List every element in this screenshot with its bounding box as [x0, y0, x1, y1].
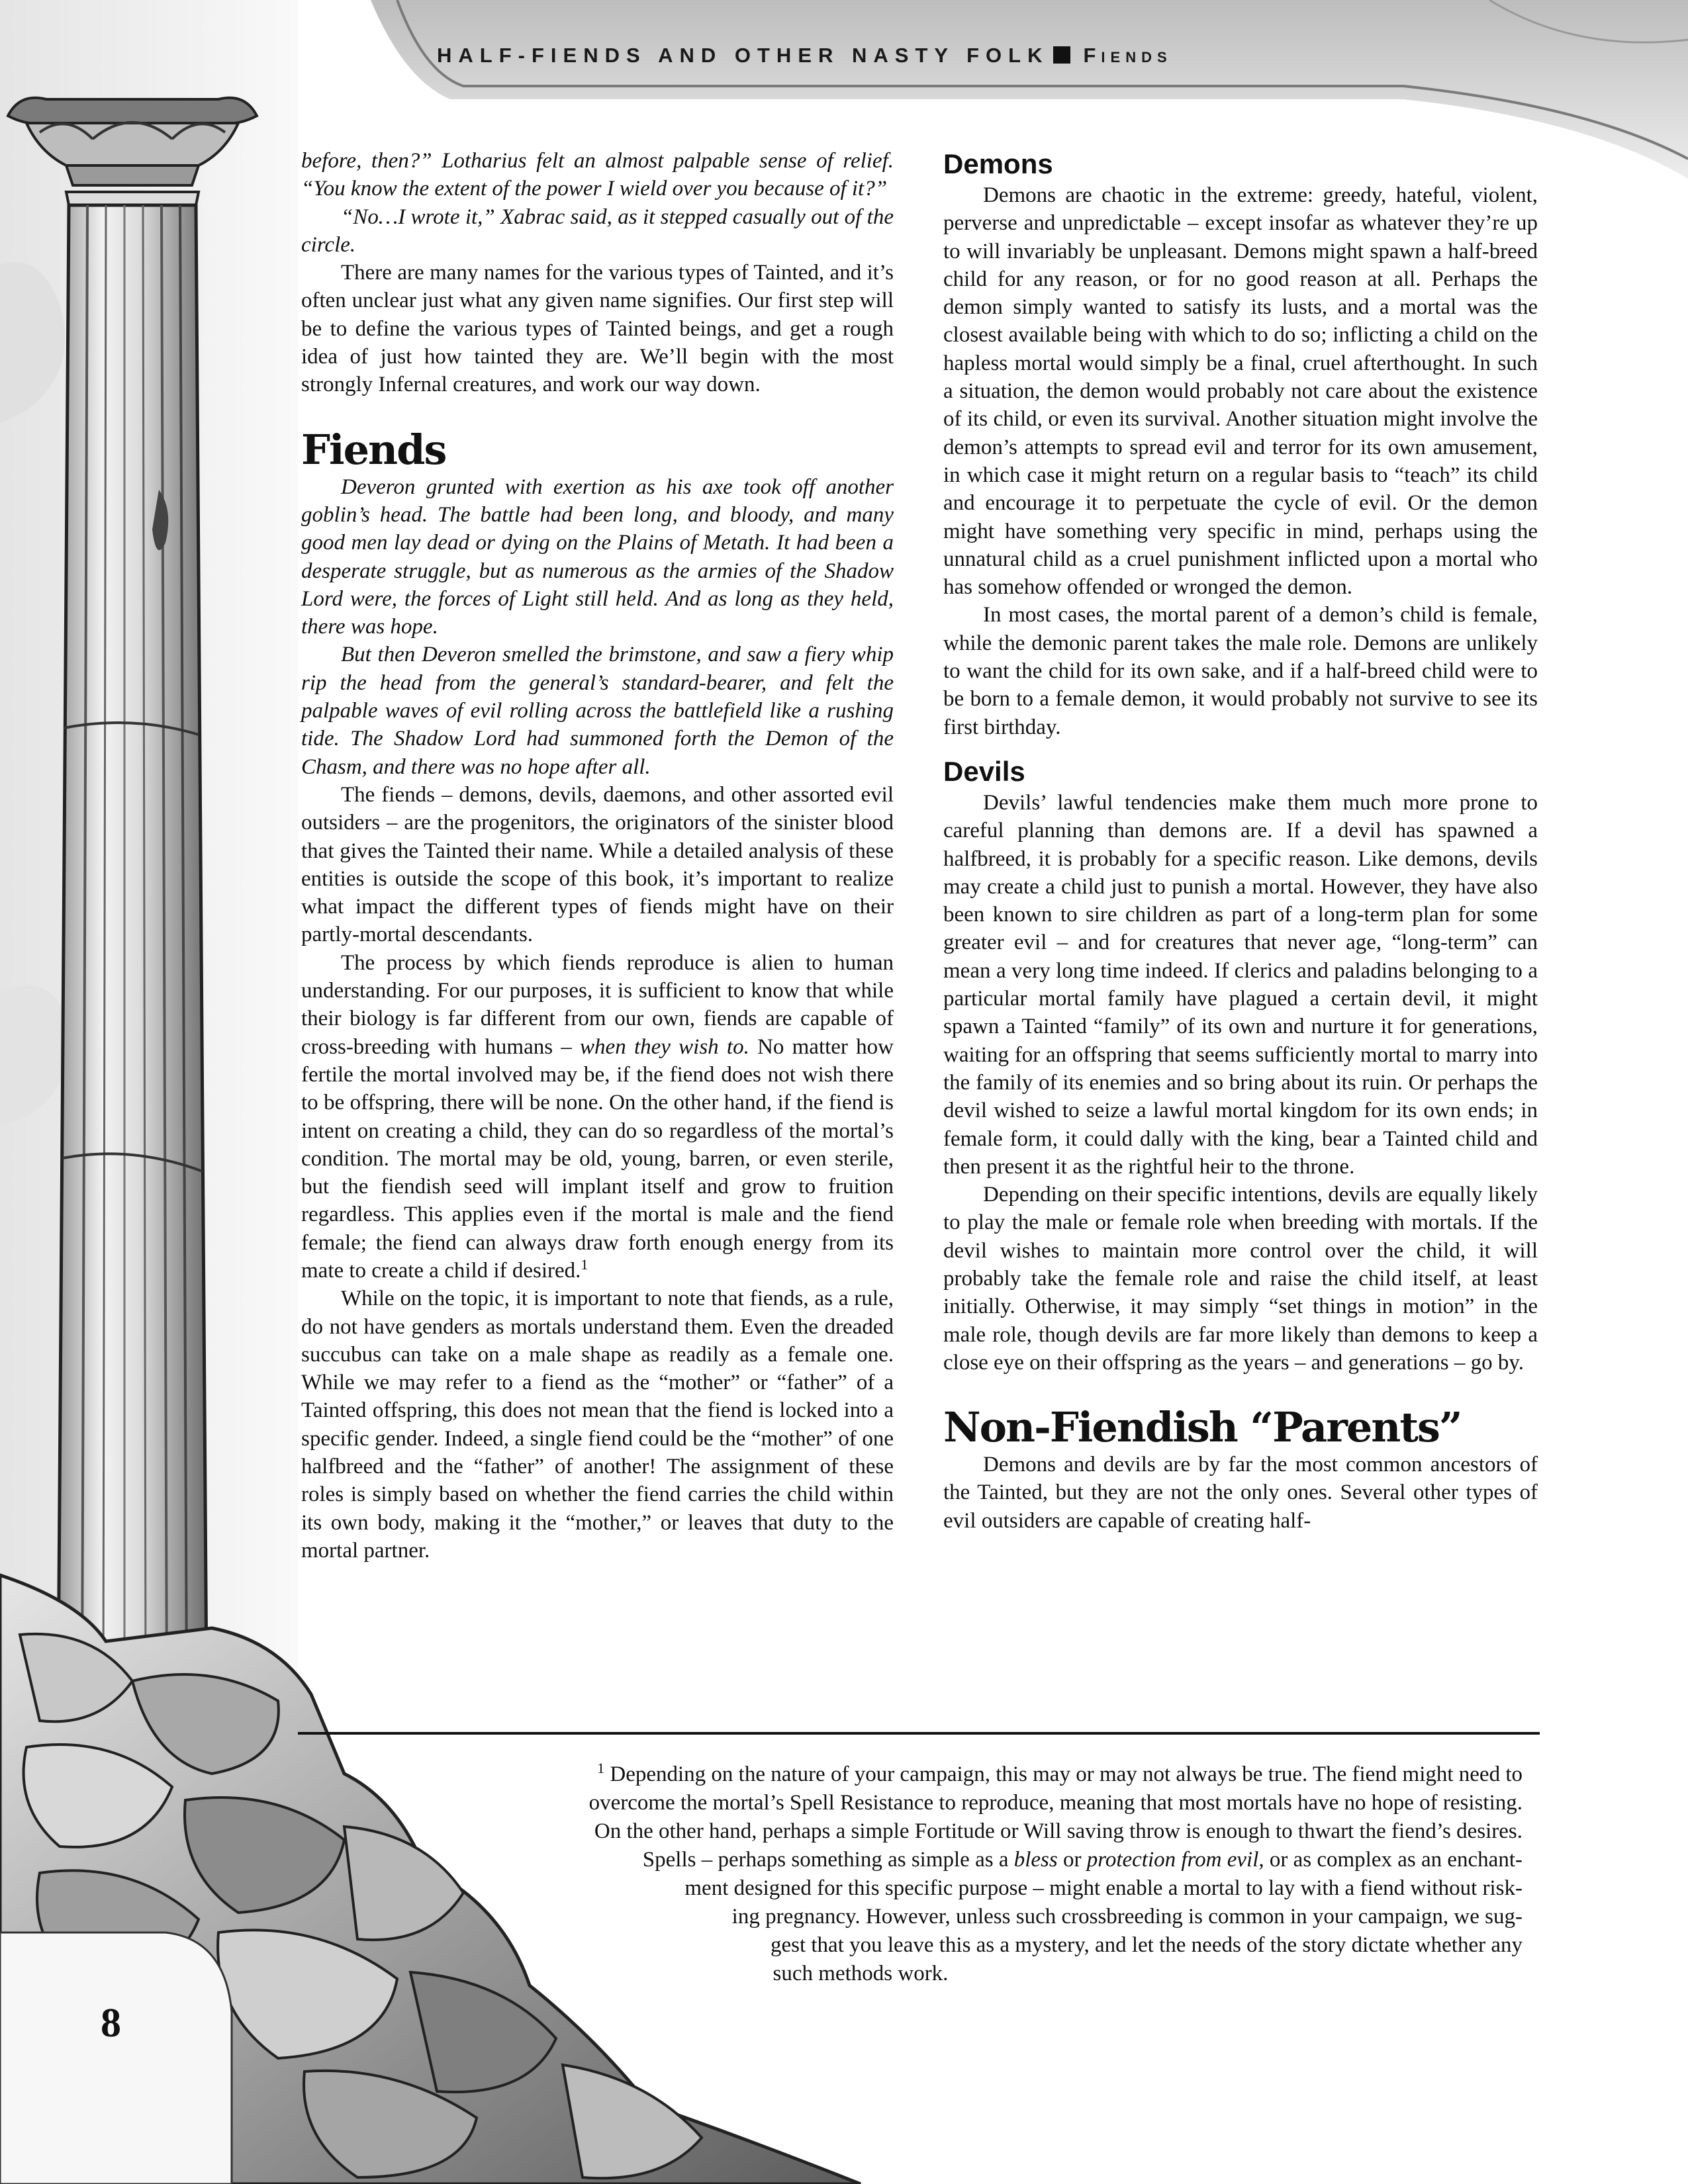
- non-fiendish-parents-heading: Non-Fiendish “Parents”: [943, 1403, 1462, 1452]
- left-column: [301, 147, 894, 1565]
- fiends-paragraph: While on the topic, it is important to note that fiends, as a rule, do not have genders as mortals understand them. Even the dreaded succubus can take on a male shape as readily as a female one. While we may refer to a fiend as the “mother” or “father” of a Tainted offspring, this does not mean that the fiend is locked into a specific gender. Indeed, a single fiend could be the “mother” of one halfbreed and the “father” of another! The assignment of these roles is simply based on whether the fiend carries the child within its own body, making it the “mother,” or leaves that duty to the mortal partner.: [301, 1287, 894, 1563]
- text-run: The process by which fiends reproduce is alien to human understanding. For our purposes, it is sufficient to know that while their biology is far different from our own, fiends are capable of cross-breeding with humans –: [301, 950, 894, 1059]
- footnote-reference[interactable]: 1: [581, 1255, 588, 1273]
- fiends-paragraph: [301, 949, 894, 1285]
- intro-paragraph: There are many names for the various types of Tainted, and it’s often unclear just what any given name signifies. Our first step will be to define the various types of Tainted beings, and get a rough idea of just how tainted they are. We’ll begin with the most strongly Infernal creatures, and work our way down.: [301, 261, 894, 397]
- emphasis-text: when they wish to.: [580, 1034, 749, 1059]
- footnote-line: ment designed for this specific purpose – might enable a mortal to lay with a fiend without risk-: [684, 1876, 1523, 1900]
- footnote-line: [643, 1846, 1523, 1874]
- column-shaft: [58, 205, 207, 1681]
- emphasis-text: bless: [1013, 1848, 1058, 1872]
- footnote-line: ing pregnancy. However, unless such crossbreeding is common in your campaign, we sug-: [731, 1905, 1523, 1929]
- intro-fiction-paragraph: “No…I wrote it,” Xabrac said, as it stepped casually out of the circle.: [301, 205, 894, 257]
- footnote-text: or as complex as an enchant-: [1264, 1848, 1523, 1872]
- running-header: [437, 44, 1377, 68]
- footnote-line: On the other hand, perhaps a simple Fortitude or Will saving throw is enough to thwart the fiend’s desires.: [594, 1819, 1523, 1843]
- footnote-line: overcome the mortal’s Spell Resistance to reproduce, meaning that most mortals have no hope of resisting.: [588, 1791, 1523, 1815]
- footnote-text: Spells – perhaps something as simple as a: [642, 1848, 1014, 1872]
- emphasis-text: protection from evil,: [1086, 1848, 1264, 1872]
- fiends-fiction-paragraph: But then Deveron smelled the brimstone, and saw a fiery whip rip the head from the general’s standard-bearer, and felt the palpable waves of evil rolling across the battlefield like a rushing tide. The Shadow Lord had summoned forth the Demon of the Chasm, and there was no hope after all.: [301, 643, 894, 779]
- demons-paragraph: Demons are chaotic in the extreme: greedy, hateful, violent, perverse and unpredictable – except insofar as whatever they’re up to will invariably be unpleasant. Demons might spawn a half-breed child for any reason, or for no good reason at all. Perhaps the demon simply wanted to satisfy its lusts, and a mortal was the closest available being with which to do so; inflicting a child on the hapless mortal would simply be a final, cruel afterthought. In such a situation, the demon would probably not care about the existence of its child, or even its survival. Another situation might involve the demon’s attempts to spread evil and terror for its own amusement, in which case it might return on a regular basis to “teach” its child and encourage it to perpetuate the cycle of evil. Or the demon might have something very specific in mind, perhaps using the unnatural child as a cruel punishment inflicted upon a mortal who has somehow offended or wronged the demon.: [943, 183, 1538, 600]
- devils-paragraph: Depending on their specific intentions, devils are equally likely to play the male or female role when breeding with mortals. If the devil wishes to maintain more control over the child, it will probably take the female role and raise the child itself, at least initially. Otherwise, it may simply “set things in motion” in the male role, though devils are far more likely than demons to keep a close eye on their offspring as the years – and generations – go by.: [943, 1183, 1538, 1375]
- right-column: [943, 147, 1538, 1535]
- footnote-divider: [298, 1732, 1540, 1735]
- footnote-line: such methods work.: [773, 1962, 949, 1985]
- footnote-text: or: [1057, 1848, 1087, 1872]
- demons-paragraph: In most cases, the mortal parent of a demon’s child is female, while the demonic parent takes the male role. Demons are unlikely to want the child for its own sake, and if a half-breed child were to be born to a female demon, it would probably not survive to see its first birthday.: [943, 603, 1538, 739]
- footnote-line: gest that you leave this as a mystery, and let the needs of the story dictate whether any: [770, 1933, 1523, 1957]
- page-number-badge: [0, 1933, 232, 2184]
- non-fiendish-paragraph: Demons and devils are by far the most common ancestors of the Tainted, but they are not the only ones. Several other types of evil outsiders are capable of creating half-: [943, 1453, 1538, 1533]
- page-number: 8: [101, 2001, 121, 2046]
- devils-heading: Devils: [943, 755, 1025, 787]
- text-run: No matter how fertile the mortal involved may be, if the fiend does not wish there to be offspring, there will be none. On the other hand, if the fiend is intent on creating a child, they can do so regardless of the mortal’s condition. The mortal may be old, young, barren, or even sterile, but the fiendish seed will implant itself and grow to fruition regardless. This applies even if the mortal is male and the fiend female; the fiend can always draw forth enough energy from its mate to create a child if desired.: [301, 1034, 894, 1283]
- footnote-line: [597, 1760, 1523, 1789]
- section-title: Fiends: [1083, 44, 1172, 67]
- footnote-marker: 1: [597, 1760, 605, 1776]
- square-bullet-icon: [1053, 46, 1070, 64]
- demons-heading: Demons: [943, 148, 1053, 179]
- fiends-paragraph: The fiends – demons, devils, daemons, and other assorted evil outsiders – are the progenitors, the originators of the sinister blood that gives the Tainted their name. While a detailed analysis of these entities is outside the scope of this book, it’s important to realize what impact the different types of fiends might have on their partly-mortal descendants.: [301, 782, 894, 947]
- footnote-text: Depending on the nature of your campaign, this may or may not always be true. The fiend might need to: [604, 1762, 1523, 1786]
- fiends-heading: Fiends: [301, 425, 446, 474]
- devils-paragraph: Devils’ lawful tendencies make them much more prone to careful planning than demons are. If a devil has spawned a halfbreed, it is probably for a specific reason. Like demons, devils may create a child just to punish a mortal. However, they have also been known to sire children as part of a long-term plan for some greater evil – and for creatures that never age, “long-term” can mean a very long time indeed. If clerics and paladins belonging to a particular mortal family have plagued a certain devil, it might spawn a Tainted “family” of its own and nurture it for generations, waiting for an offspring that seems sufficiently mortal to marry into the family of its enemies and so bring about its ruin. Or perhaps the devil wished to seize a lawful mortal kingdom for its own ends; in female form, it could dally with the king, bear a Tainted child and then present it as the rightful heir to the throne.: [943, 790, 1538, 1179]
- intro-fiction-paragraph: before, then?” Lotharius felt an almost palpable sense of relief. “You know the extent of the power I wield over you because of it?”: [301, 149, 894, 201]
- chapter-title: HALF-FIENDS AND OTHER NASTY FOLK: [437, 44, 1049, 67]
- fiends-fiction-paragraph: Deveron grunted with exertion as his axe took off another goblin’s head. The battle had been long, and bloody, and many good men lay dead or dying on the Plains of Metath. It had been a desperate struggle, but as numerous as the armies of the Shadow Lord were, the forces of Light still held. And as long as they held, there was hope.: [301, 475, 894, 639]
